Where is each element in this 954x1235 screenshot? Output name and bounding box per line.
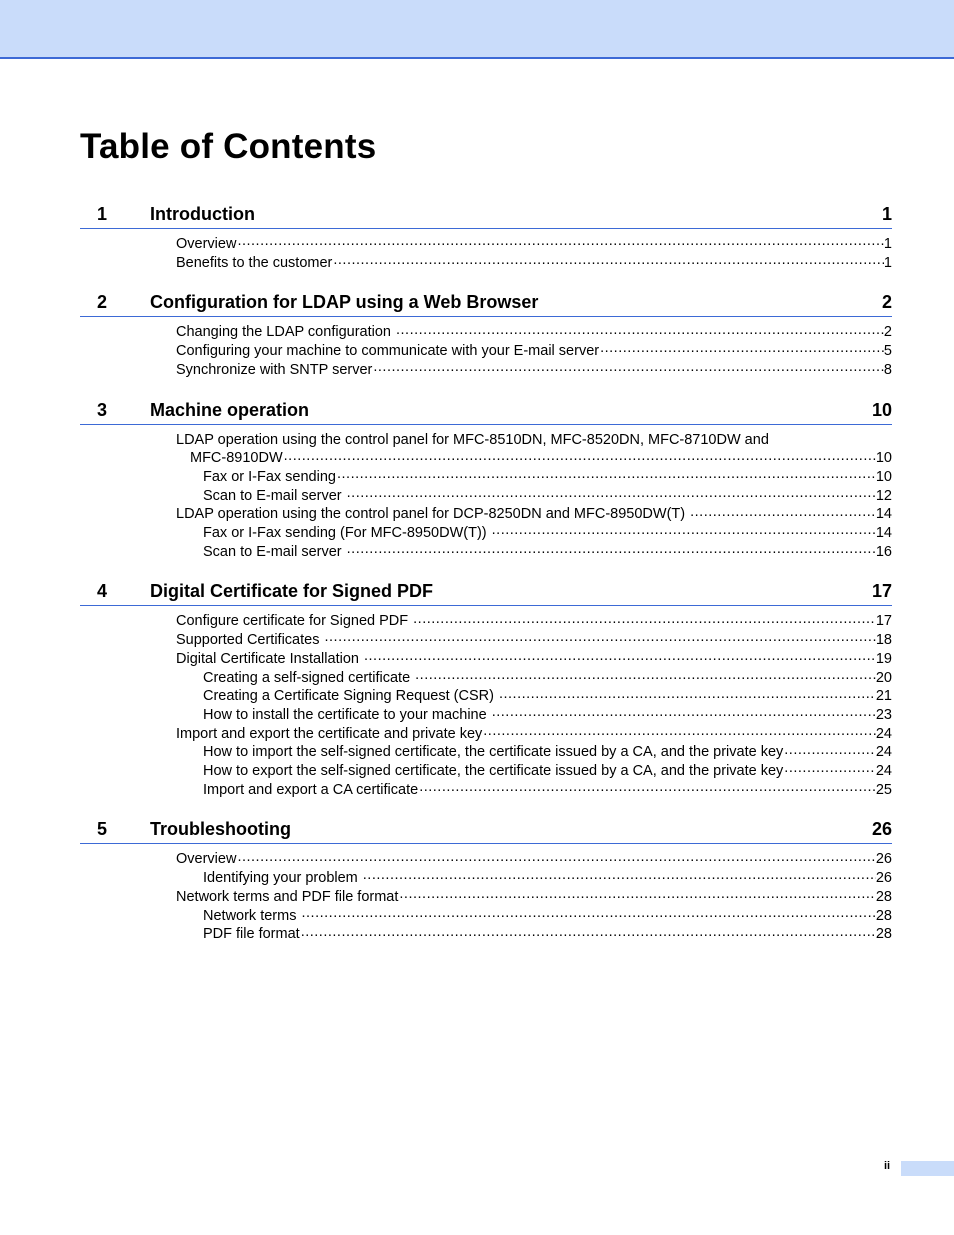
toc-entry-page-number: 14 [875,525,892,542]
chapter-entries [80,229,892,272]
toc-entry[interactable] [80,850,892,869]
toc-entry-page-number: 17 [875,613,892,630]
toc-entry-page-number: 28 [875,907,892,924]
toc-entry-label: Import and export the certificate and private key [176,725,483,742]
dot-leader [363,651,876,663]
toc-entry-label: Digital Certificate Installation [176,650,363,667]
toc-entry-label: Network terms [203,907,301,924]
footer-tab [901,1161,954,1176]
chapter-page-number: 10 [871,399,892,420]
toc-entry-label: Overview [176,851,237,868]
toc-entry-label: Fax or I-Fax sending [203,468,336,485]
toc-entry-page-number: 14 [875,506,892,523]
toc-entry-page-number: 2 [883,324,892,341]
toc-entry-label: Scan to E-mail server [203,543,346,560]
chapter-page-number: 17 [871,581,892,602]
toc-entry-page-number: 23 [875,706,892,723]
chapter-entries [80,425,892,562]
dot-leader [283,450,876,462]
toc-entry-page-number: 24 [875,763,892,780]
toc-entry[interactable] [80,925,892,944]
dot-leader [482,726,876,738]
toc-entry-page-number: 16 [875,543,892,560]
chapter-entries [80,844,892,944]
toc-entry[interactable] [80,524,892,543]
toc-entry[interactable] [80,342,892,361]
chapter-heading[interactable] [80,196,892,229]
chapter-number: 2 [97,292,108,313]
toc-entry-page-number: 26 [875,870,892,887]
toc-entry[interactable] [80,505,892,524]
toc-entry[interactable] [80,869,892,888]
toc-entry-page-number: 10 [875,468,892,485]
dot-leader [346,488,876,500]
toc-entry[interactable] [80,468,892,487]
footer-page-number: ii [884,1160,891,1172]
toc-entry-page-number: 28 [875,926,892,943]
toc-entry[interactable] [80,449,892,468]
chapter-title: Machine operation [150,399,310,420]
toc-entry-page-number: 28 [875,888,892,905]
chapter-5 [80,811,892,944]
chapter-page-number: 1 [881,204,892,224]
dot-leader [236,851,875,863]
dot-leader [346,544,876,556]
toc-entry-label: Configure certificate for Signed PDF [176,613,413,630]
chapter-heading[interactable] [80,284,892,317]
dot-leader [783,744,876,756]
toc-entry-page-number: 21 [875,688,892,705]
toc-entry[interactable] [80,361,892,380]
dot-leader [398,889,875,901]
header-band [0,0,954,59]
dot-leader [362,870,876,882]
toc-entry-label: Scan to E-mail server [203,487,346,504]
toc-entry[interactable] [80,907,892,926]
dot-leader [599,343,884,355]
toc-entry[interactable] [80,543,892,562]
toc-entry[interactable] [80,650,892,669]
chapter-number: 3 [97,399,108,420]
chapter-title: Introduction [150,204,255,224]
toc-entry-label: Supported Certificates [176,632,324,649]
toc-entry-label: Configuring your machine to communicate with your E-mail server [176,343,600,360]
toc-entry[interactable] [80,706,892,725]
toc-entry-label: Identifying your problem [203,870,362,887]
toc-entry[interactable] [80,323,892,342]
toc-entry-label: Benefits to the customer [176,254,333,271]
chapter-title: Digital Certificate for Signed PDF [150,581,434,602]
toc-entry-label[interactable]: LDAP operation using the control panel for MFC-8510DN, MFC-8520DN, MFC-8710DW and [176,431,769,448]
dot-leader [414,670,876,682]
chapter-2 [80,284,892,379]
toc-entry-label: How to import the self-signed certificate, the certificate issued by a CA, and the private key [203,744,784,761]
dot-leader [332,255,884,267]
toc-entry[interactable] [80,743,892,762]
dot-leader [300,926,876,938]
toc-entry[interactable] [80,669,892,688]
toc-entry-page-number: 18 [875,632,892,649]
toc-entry[interactable] [80,781,892,800]
dot-leader [491,707,876,719]
toc-entry-page-number: 26 [875,851,892,868]
toc-entry-label: Changing the LDAP configuration [176,324,395,341]
toc-entry[interactable] [80,687,892,706]
chapter-title: Configuration for LDAP using a Web Browser [150,292,539,313]
chapter-page-number: 2 [881,292,892,313]
dot-leader [324,632,876,644]
toc-entry-page-number: 25 [875,781,892,798]
chapter-1 [80,196,892,272]
dot-leader [395,324,884,336]
toc-entry[interactable] [80,235,892,254]
chapter-heading[interactable] [80,392,892,425]
toc-entry-page-number: 24 [875,725,892,742]
toc-entry-label: MFC-8910DW [190,450,283,467]
toc-entry-label: Import and export a CA certificate [203,781,419,798]
toc-entry[interactable] [80,254,892,273]
toc-entry[interactable] [80,487,892,506]
dot-leader [689,506,876,518]
toc-entry-label: How to install the certificate to your machine [203,706,491,723]
toc-entry[interactable] [80,725,892,744]
dot-leader [498,688,876,700]
toc-entry-page-number: 24 [875,744,892,761]
toc-entry-label: How to export the self-signed certificate, the certificate issued by a CA, and the private key [203,763,784,780]
chapter-heading[interactable] [80,811,892,844]
chapter-4 [80,573,892,799]
chapter-heading[interactable] [80,573,892,606]
chapter-entries [80,606,892,799]
chapter-number: 4 [97,581,108,602]
dot-leader [336,469,876,481]
toc-entry-page-number: 19 [875,650,892,667]
dot-leader [236,236,883,248]
chapter-number: 1 [97,204,108,224]
toc-entry-label: Network terms and PDF file format [176,888,399,905]
toc-entry-label: Creating a Certificate Signing Request (CSR) [203,688,498,705]
toc-entry-label: PDF file format [203,926,300,943]
toc-entry-label: Overview [176,236,237,252]
toc-entry-label: Synchronize with SNTP server [176,361,373,378]
dot-leader [412,613,876,625]
toc-entry-page-number: 8 [883,361,892,378]
toc-entry[interactable] [80,762,892,781]
dot-leader [301,908,876,920]
chapter-entries [80,317,892,379]
toc-entry-page-number: 5 [883,343,892,360]
dot-leader [372,362,884,374]
toc-entry[interactable] [80,612,892,631]
table-of-contents [80,196,892,956]
chapter-3 [80,392,892,562]
chapter-number: 5 [97,819,108,840]
toc-entry-label: LDAP operation using the control panel for DCP-8250DN and MFC-8950DW(T) [176,506,690,523]
toc-entry-label: Creating a self-signed certificate [203,669,415,686]
toc-entry[interactable] [80,631,892,650]
toc-entry-page-number: 10 [875,450,892,467]
toc-entry-page-number: 20 [875,669,892,686]
chapter-title: Troubleshooting [150,819,291,840]
chapter-page-number: 26 [871,819,892,840]
dot-leader [783,763,876,775]
toc-entry-page-number: 1 [883,236,892,252]
toc-entry-label: Fax or I-Fax sending (For MFC-8950DW(T)) [203,525,491,542]
toc-entry-page-number: 12 [875,487,892,504]
page-title: Table of Contents [80,127,377,166]
dot-leader [491,525,876,537]
toc-entry-page-number: 1 [883,254,892,271]
dot-leader [418,782,876,794]
toc-entry[interactable] [80,888,892,907]
